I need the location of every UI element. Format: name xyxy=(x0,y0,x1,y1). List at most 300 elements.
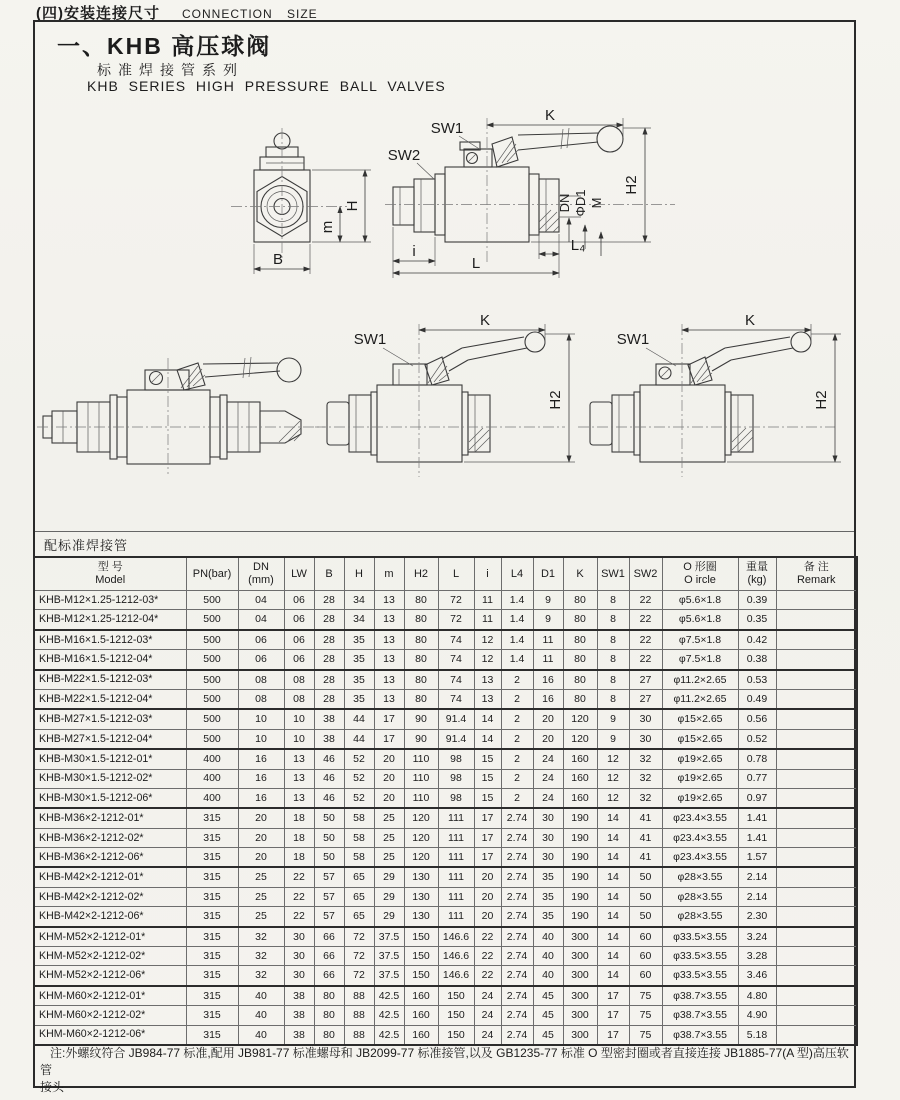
value-cell: 42.5 xyxy=(374,986,404,1006)
dim-label-b: B xyxy=(272,251,284,268)
value-cell: 300 xyxy=(563,1025,597,1045)
page-title: 一、KHB 高压球阀 xyxy=(57,33,272,59)
value-cell: 315 xyxy=(186,828,238,847)
value-cell: 315 xyxy=(186,887,238,906)
value-cell: 0.39 xyxy=(738,591,776,610)
value-cell: 40 xyxy=(238,1025,284,1045)
value-cell: 1.4 xyxy=(501,610,533,630)
value-cell: 2.74 xyxy=(501,966,533,986)
value-cell: 80 xyxy=(563,689,597,709)
value-cell: 0.52 xyxy=(738,729,776,749)
dim-label-l4: L₄ xyxy=(570,237,586,254)
model-cell: KHB-M42×2-1212-02* xyxy=(34,887,186,906)
value-cell: 22 xyxy=(629,630,662,650)
value-cell xyxy=(776,927,857,947)
value-cell: φ33.5×3.55 xyxy=(662,927,738,947)
column-header: L xyxy=(438,557,474,591)
value-cell: 35 xyxy=(533,907,563,927)
value-cell: 65 xyxy=(344,867,374,887)
model-cell: KHB-M30×1.5-1212-01* xyxy=(34,749,186,769)
value-cell: 8 xyxy=(597,689,629,709)
value-cell: 9 xyxy=(533,610,563,630)
value-cell: 24 xyxy=(533,769,563,788)
value-cell: 37.5 xyxy=(374,947,404,966)
dim-label-k: K xyxy=(479,312,491,329)
value-cell: 17 xyxy=(597,1025,629,1045)
value-cell xyxy=(776,887,857,906)
value-cell: 38 xyxy=(314,709,344,729)
value-cell: 32 xyxy=(629,769,662,788)
value-cell: φ11.2×2.65 xyxy=(662,689,738,709)
dim-label-i: i xyxy=(412,243,416,260)
value-cell: 2 xyxy=(501,689,533,709)
value-cell: 22 xyxy=(284,867,314,887)
value-cell: φ33.5×3.55 xyxy=(662,947,738,966)
value-cell: φ38.7×3.55 xyxy=(662,1006,738,1025)
value-cell: 146.6 xyxy=(438,927,474,947)
table-row xyxy=(34,907,857,927)
value-cell: 15 xyxy=(474,769,501,788)
value-cell: φ23.4×3.55 xyxy=(662,828,738,847)
table-row xyxy=(34,848,857,868)
value-cell: 28 xyxy=(314,630,344,650)
value-cell: 120 xyxy=(404,808,438,828)
value-cell: 18 xyxy=(284,828,314,847)
value-cell: 0.77 xyxy=(738,769,776,788)
value-cell: 88 xyxy=(344,1006,374,1025)
table-row xyxy=(34,986,857,1006)
value-cell: 41 xyxy=(629,848,662,868)
value-cell: 37.5 xyxy=(374,966,404,986)
value-cell: 24 xyxy=(474,1025,501,1045)
value-cell: 13 xyxy=(474,689,501,709)
value-cell xyxy=(776,867,857,887)
value-cell: 12 xyxy=(474,650,501,670)
column-header: DN (mm) xyxy=(238,557,284,591)
value-cell: 2.74 xyxy=(501,887,533,906)
model-cell: KHM-M52×2-1212-02* xyxy=(34,947,186,966)
value-cell: 400 xyxy=(186,749,238,769)
value-cell: 38 xyxy=(314,729,344,749)
value-cell: 88 xyxy=(344,986,374,1006)
value-cell: 160 xyxy=(563,769,597,788)
value-cell: 30 xyxy=(284,966,314,986)
value-cell: 50 xyxy=(314,848,344,868)
value-cell: 0.97 xyxy=(738,788,776,808)
value-cell: 30 xyxy=(533,828,563,847)
table-row xyxy=(34,927,857,947)
value-cell: 13 xyxy=(374,591,404,610)
value-cell: 28 xyxy=(314,670,344,690)
value-cell: 18 xyxy=(284,808,314,828)
table-header xyxy=(34,557,857,591)
valve-left-drawing xyxy=(37,357,325,474)
value-cell: 146.6 xyxy=(438,947,474,966)
value-cell: 120 xyxy=(404,848,438,868)
value-cell: 20 xyxy=(474,907,501,927)
footnote-line2: 接头 xyxy=(40,1080,65,1094)
value-cell: 16 xyxy=(238,769,284,788)
section-heading-cn: (四)安装连接尺寸 xyxy=(36,5,160,22)
value-cell: 98 xyxy=(438,749,474,769)
column-header: B xyxy=(314,557,344,591)
dim-label-k: K xyxy=(544,107,556,124)
table-row xyxy=(34,630,857,650)
value-cell: 150 xyxy=(404,927,438,947)
value-cell: 08 xyxy=(238,670,284,690)
value-cell: 29 xyxy=(374,907,404,927)
value-cell: 110 xyxy=(404,749,438,769)
value-cell xyxy=(776,650,857,670)
value-cell: 12 xyxy=(597,788,629,808)
column-header: H xyxy=(344,557,374,591)
value-cell: 400 xyxy=(186,788,238,808)
value-cell: 190 xyxy=(563,808,597,828)
value-cell: 91.4 xyxy=(438,709,474,729)
value-cell: 22 xyxy=(629,650,662,670)
model-cell: KHM-M60×2-1212-01* xyxy=(34,986,186,1006)
value-cell: 300 xyxy=(563,986,597,1006)
value-cell: 13 xyxy=(374,650,404,670)
value-cell: 315 xyxy=(186,848,238,868)
value-cell: 20 xyxy=(238,828,284,847)
value-cell: 80 xyxy=(404,650,438,670)
value-cell: 1.57 xyxy=(738,848,776,868)
value-cell xyxy=(776,749,857,769)
value-cell xyxy=(776,788,857,808)
value-cell: 300 xyxy=(563,927,597,947)
value-cell: 1.41 xyxy=(738,828,776,847)
value-cell: 13 xyxy=(474,670,501,690)
value-cell: 80 xyxy=(404,630,438,650)
value-cell: 50 xyxy=(629,887,662,906)
value-cell: 3.28 xyxy=(738,947,776,966)
value-cell: 30 xyxy=(629,729,662,749)
value-cell: 80 xyxy=(314,1006,344,1025)
value-cell: 60 xyxy=(629,966,662,986)
column-header: 备 注 Remark xyxy=(776,557,857,591)
value-cell: 58 xyxy=(344,828,374,847)
dim-label-m-small: m xyxy=(319,220,336,234)
value-cell: 300 xyxy=(563,947,597,966)
value-cell: 06 xyxy=(284,630,314,650)
value-cell: 04 xyxy=(238,591,284,610)
value-cell: 46 xyxy=(314,749,344,769)
model-cell: KHB-M16×1.5-1212-04* xyxy=(34,650,186,670)
value-cell: 190 xyxy=(563,867,597,887)
table-row xyxy=(34,769,857,788)
value-cell: 120 xyxy=(563,709,597,729)
value-cell: 315 xyxy=(186,947,238,966)
value-cell: 2.14 xyxy=(738,887,776,906)
value-cell: φ33.5×3.55 xyxy=(662,966,738,986)
value-cell: 35 xyxy=(533,867,563,887)
value-cell: 74 xyxy=(438,630,474,650)
value-cell: 0.53 xyxy=(738,670,776,690)
dim-label-k: K xyxy=(744,312,756,329)
column-header: PN(bar) xyxy=(186,557,238,591)
value-cell: 30 xyxy=(533,808,563,828)
value-cell: 400 xyxy=(186,769,238,788)
footnote xyxy=(40,1045,850,1096)
value-cell: 111 xyxy=(438,848,474,868)
value-cell xyxy=(776,729,857,749)
value-cell: 500 xyxy=(186,591,238,610)
value-cell: 130 xyxy=(404,867,438,887)
value-cell: 32 xyxy=(238,927,284,947)
valve-right-drawing xyxy=(578,312,841,477)
value-cell: 16 xyxy=(238,788,284,808)
value-cell: 74 xyxy=(438,689,474,709)
section-heading-en: CONNECTION SIZE xyxy=(182,7,318,21)
column-header: 型 号 Model xyxy=(34,557,186,591)
value-cell: 29 xyxy=(374,867,404,887)
value-cell xyxy=(776,630,857,650)
value-cell: φ15×2.65 xyxy=(662,729,738,749)
value-cell xyxy=(776,1006,857,1025)
table-row xyxy=(34,591,857,610)
model-cell: KHB-M30×1.5-1212-06* xyxy=(34,788,186,808)
value-cell: 14 xyxy=(597,907,629,927)
value-cell xyxy=(776,848,857,868)
value-cell: 80 xyxy=(404,670,438,690)
value-cell: 315 xyxy=(186,808,238,828)
value-cell: 16 xyxy=(238,749,284,769)
model-cell: KHB-M12×1.25-1212-04* xyxy=(34,610,186,630)
value-cell: 38 xyxy=(284,986,314,1006)
value-cell: 38 xyxy=(284,1006,314,1025)
value-cell: 22 xyxy=(284,887,314,906)
model-cell: KHB-M36×2-1212-06* xyxy=(34,848,186,868)
value-cell: 28 xyxy=(314,689,344,709)
table-row xyxy=(34,788,857,808)
value-cell: 11 xyxy=(474,591,501,610)
table-body xyxy=(34,591,857,1045)
value-cell: 50 xyxy=(314,828,344,847)
value-cell: 190 xyxy=(563,887,597,906)
table-row xyxy=(34,729,857,749)
value-cell: 34 xyxy=(344,610,374,630)
value-cell: 22 xyxy=(629,591,662,610)
value-cell: 2 xyxy=(501,769,533,788)
value-cell: 315 xyxy=(186,966,238,986)
model-cell: KHB-M42×2-1212-06* xyxy=(34,907,186,927)
model-cell: KHB-M36×2-1212-01* xyxy=(34,808,186,828)
value-cell: 160 xyxy=(404,986,438,1006)
value-cell: 300 xyxy=(563,966,597,986)
value-cell: 45 xyxy=(533,986,563,1006)
value-cell: 25 xyxy=(374,808,404,828)
header-row xyxy=(34,557,857,591)
value-cell: 30 xyxy=(284,947,314,966)
value-cell: 24 xyxy=(533,788,563,808)
value-cell: 17 xyxy=(597,986,629,1006)
value-cell: φ7.5×1.8 xyxy=(662,630,738,650)
side-view-drawing xyxy=(385,107,675,278)
value-cell: 75 xyxy=(629,1006,662,1025)
value-cell: 44 xyxy=(344,709,374,729)
value-cell: 4.90 xyxy=(738,1006,776,1025)
column-header: SW2 xyxy=(629,557,662,591)
value-cell: 500 xyxy=(186,670,238,690)
value-cell xyxy=(776,670,857,690)
value-cell: 28 xyxy=(314,591,344,610)
value-cell: 22 xyxy=(474,947,501,966)
value-cell: 110 xyxy=(404,769,438,788)
value-cell: 08 xyxy=(284,670,314,690)
value-cell: 150 xyxy=(404,966,438,986)
value-cell xyxy=(776,966,857,986)
value-cell: 20 xyxy=(238,808,284,828)
value-cell: 160 xyxy=(404,1025,438,1045)
value-cell: 14 xyxy=(597,887,629,906)
value-cell: 2.74 xyxy=(501,927,533,947)
column-header: O 形圈 O ircle xyxy=(662,557,738,591)
value-cell: 80 xyxy=(404,610,438,630)
value-cell: 04 xyxy=(238,610,284,630)
value-cell: 57 xyxy=(314,907,344,927)
value-cell: 25 xyxy=(238,887,284,906)
value-cell: φ19×2.65 xyxy=(662,749,738,769)
value-cell: 190 xyxy=(563,828,597,847)
value-cell: 74 xyxy=(438,650,474,670)
value-cell: 28 xyxy=(314,610,344,630)
value-cell: 17 xyxy=(474,848,501,868)
value-cell: 17 xyxy=(474,828,501,847)
model-cell: KHB-M36×2-1212-02* xyxy=(34,828,186,847)
value-cell: 08 xyxy=(238,689,284,709)
value-cell: 18 xyxy=(284,848,314,868)
dim-label-phid1: ΦD1 xyxy=(573,189,588,217)
value-cell: 13 xyxy=(374,630,404,650)
value-cell: 20 xyxy=(374,769,404,788)
value-cell: 06 xyxy=(284,591,314,610)
value-cell: 60 xyxy=(629,927,662,947)
value-cell: 38 xyxy=(284,1025,314,1045)
value-cell: 72 xyxy=(438,591,474,610)
value-cell: 0.56 xyxy=(738,709,776,729)
value-cell: 72 xyxy=(344,927,374,947)
value-cell: 10 xyxy=(238,729,284,749)
value-cell: 315 xyxy=(186,986,238,1006)
value-cell: 2 xyxy=(501,788,533,808)
column-header: 重量 (kg) xyxy=(738,557,776,591)
value-cell: 8 xyxy=(597,630,629,650)
model-cell: KHB-M42×2-1212-01* xyxy=(34,867,186,887)
value-cell: 160 xyxy=(404,1006,438,1025)
value-cell: 17 xyxy=(374,709,404,729)
table-row xyxy=(34,610,857,630)
value-cell: 25 xyxy=(374,848,404,868)
value-cell: 35 xyxy=(344,670,374,690)
column-header: SW1 xyxy=(597,557,629,591)
value-cell: 120 xyxy=(563,729,597,749)
value-cell: 37.5 xyxy=(374,927,404,947)
value-cell: φ11.2×2.65 xyxy=(662,670,738,690)
value-cell: φ28×3.55 xyxy=(662,907,738,927)
value-cell: 10 xyxy=(284,709,314,729)
value-cell: 74 xyxy=(438,670,474,690)
value-cell xyxy=(776,907,857,927)
value-cell: 25 xyxy=(238,907,284,927)
value-cell: 14 xyxy=(597,848,629,868)
value-cell: 9 xyxy=(597,729,629,749)
value-cell xyxy=(776,591,857,610)
value-cell: 2.74 xyxy=(501,867,533,887)
value-cell: 22 xyxy=(474,966,501,986)
value-cell: 50 xyxy=(629,907,662,927)
content-frame xyxy=(33,20,856,1094)
value-cell: 58 xyxy=(344,848,374,868)
value-cell: 3.46 xyxy=(738,966,776,986)
value-cell: 111 xyxy=(438,887,474,906)
value-cell: 06 xyxy=(284,650,314,670)
value-cell: 15 xyxy=(474,749,501,769)
value-cell: 500 xyxy=(186,709,238,729)
value-cell: 11 xyxy=(474,610,501,630)
value-cell: 1.4 xyxy=(501,591,533,610)
value-cell: 40 xyxy=(533,927,563,947)
column-header: i xyxy=(474,557,501,591)
value-cell: 40 xyxy=(238,1006,284,1025)
value-cell: 30 xyxy=(284,927,314,947)
value-cell: 52 xyxy=(344,769,374,788)
value-cell: 13 xyxy=(374,610,404,630)
value-cell: 2.74 xyxy=(501,848,533,868)
model-cell: KHM-M60×2-1212-02* xyxy=(34,1006,186,1025)
model-cell: KHM-M60×2-1212-06* xyxy=(34,1025,186,1045)
value-cell: 14 xyxy=(597,867,629,887)
table-row xyxy=(34,947,857,966)
value-cell: 3.24 xyxy=(738,927,776,947)
value-cell: 150 xyxy=(438,1006,474,1025)
value-cell: 0.42 xyxy=(738,630,776,650)
value-cell: 500 xyxy=(186,610,238,630)
subtitle-en: KHB SERIES HIGH PRESSURE BALL VALVES xyxy=(87,78,446,94)
value-cell: 160 xyxy=(563,749,597,769)
value-cell: 40 xyxy=(533,947,563,966)
value-cell xyxy=(776,1025,857,1045)
table-row xyxy=(34,650,857,670)
table-row xyxy=(34,670,857,690)
value-cell xyxy=(776,689,857,709)
value-cell: 190 xyxy=(563,848,597,868)
value-cell: 2.74 xyxy=(501,947,533,966)
value-cell: 0.78 xyxy=(738,749,776,769)
value-cell xyxy=(776,769,857,788)
value-cell: 150 xyxy=(438,986,474,1006)
value-cell: 16 xyxy=(533,670,563,690)
valve-middle-drawing xyxy=(315,312,575,477)
dim-label-sw1: SW1 xyxy=(353,331,387,348)
value-cell: 20 xyxy=(374,749,404,769)
value-cell: φ19×2.65 xyxy=(662,788,738,808)
value-cell: 14 xyxy=(474,729,501,749)
value-cell: 65 xyxy=(344,907,374,927)
value-cell: 35 xyxy=(344,630,374,650)
value-cell: 50 xyxy=(629,867,662,887)
value-cell: 40 xyxy=(238,986,284,1006)
value-cell: 57 xyxy=(314,887,344,906)
value-cell: 91.4 xyxy=(438,729,474,749)
value-cell: 130 xyxy=(404,907,438,927)
value-cell: 32 xyxy=(629,788,662,808)
value-cell: 25 xyxy=(374,828,404,847)
value-cell: 20 xyxy=(374,788,404,808)
value-cell: φ38.7×3.55 xyxy=(662,1025,738,1045)
table-row xyxy=(34,828,857,847)
value-cell: 66 xyxy=(314,927,344,947)
